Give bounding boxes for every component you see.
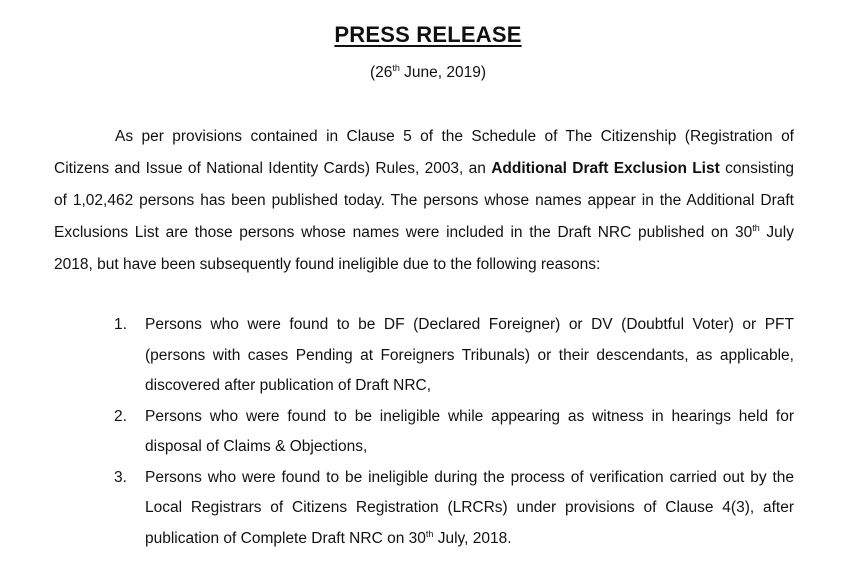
reasons-list <box>110 310 794 554</box>
list-item-number: 3. <box>114 468 127 486</box>
exclusion-list-name: Additional Draft Exclusion List <box>491 160 720 177</box>
paragraph-text-3: July 2018, but have been subsequently found ineligible due to the following reasons: <box>54 224 794 273</box>
paragraph-text-2: consisting of 1,02,462 persons has been published today. The persons whose names appear in the Additional Draft Exclusions List are those persons whose names were included in the Draft NRC published on 30 <box>54 160 794 241</box>
list-item-text: Persons who were found to be ineligible while appearing as witness in hearings held for disposal of Claims & Objections, <box>145 407 794 455</box>
intro-paragraph <box>54 121 794 281</box>
list-item-text: Persons who were found to be DF (Declared Foreigner) or DV (Doubtful Voter) or PFT (persons with cases Pending at Foreigners Tribunals) or their descendants, as applicable, discovered after publication of Draft NRC, <box>145 316 794 394</box>
date-ordinal-suffix: th <box>392 63 400 73</box>
list-item <box>110 402 794 463</box>
paragraph-text-1: As per provisions contained in Clause 5 of the Schedule of The Citizenship (Registration of Citizens and Issue of National Identity Cards) Rules, 2003, an <box>54 128 794 177</box>
date-open: (26 <box>369 64 393 81</box>
paragraph-ordinal-suffix: th <box>752 223 760 233</box>
date-close: June, 2019) <box>399 64 487 81</box>
list-item <box>110 463 794 555</box>
list-item-text: Persons who were found to be ineligible during the process of verification carried out by the Local Registrars of Citizens Registration (LRCRs) under provisions of Clause 4(3), after publication of Complete Draft NRC on 30 <box>145 468 794 547</box>
list-item-number: 1. <box>114 316 127 333</box>
document-title: PRESS RELEASE <box>334 22 522 47</box>
list-item-ordinal-suffix: th <box>425 528 434 539</box>
list-item-text-end: July, 2018. <box>433 529 512 547</box>
list-item-number: 2. <box>114 407 127 425</box>
release-date <box>0 64 856 82</box>
list-item <box>110 310 794 402</box>
